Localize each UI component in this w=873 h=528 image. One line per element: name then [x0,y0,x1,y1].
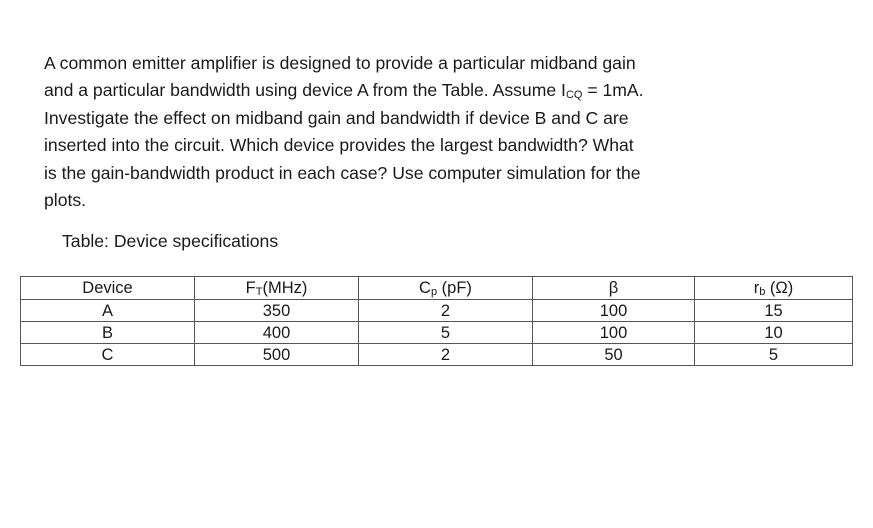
table-cell: 500 [195,344,359,366]
table-caption: Table: Device specifications [62,231,279,251]
table-header-row [21,277,853,300]
table-row [21,344,853,366]
table-cell: 50 [533,344,695,366]
problem-line-3: Investigate the effect on midband gain and bandwidth if device B and C are [44,107,629,128]
problem-line-2 [44,77,804,104]
table-row [21,300,853,322]
table-cell: 2 [359,300,533,322]
header-ft: $F_T(MHz)$ [195,277,359,300]
table-cell: 5 [359,322,533,344]
header-beta: β [533,277,695,300]
header-device: Device [21,277,195,300]
problem-line-4: inserted into the circuit. Which device provides the largest bandwidth? What [44,135,634,156]
problem-line-6: plots. [44,190,87,211]
icq-value: = 1mA. [582,80,644,101]
problem-line-5: is the gain-bandwidth product in each case? Use computer simulation for the [44,162,641,183]
table-cell: B [21,322,195,344]
device-spec-table [20,276,853,366]
table-cell: 350 [195,300,359,322]
table-cell: 10 [695,322,853,344]
table-cell: A [21,300,195,322]
header-cp: $C_p$ (pF) [359,277,533,300]
table-row [21,322,853,344]
problem-line-2-text: and a particular bandwidth using device A from the Table. Assume I [44,80,566,101]
table-cell: 5 [695,344,853,366]
problem-line-1: A common emitter amplifier is designed to provide a particular midband gain [44,53,636,73]
table-cell: 100 [533,322,695,344]
table-cell: 400 [195,322,359,344]
table-cell: C [21,344,195,366]
problem-statement [44,50,804,214]
header-rb: $r_b$ (Ω) [695,277,853,300]
icq-subscript: CQ [565,89,583,102]
table-cell: 15 [695,300,853,322]
table-cell: 2 [359,344,533,366]
table-cell: 100 [533,300,695,322]
